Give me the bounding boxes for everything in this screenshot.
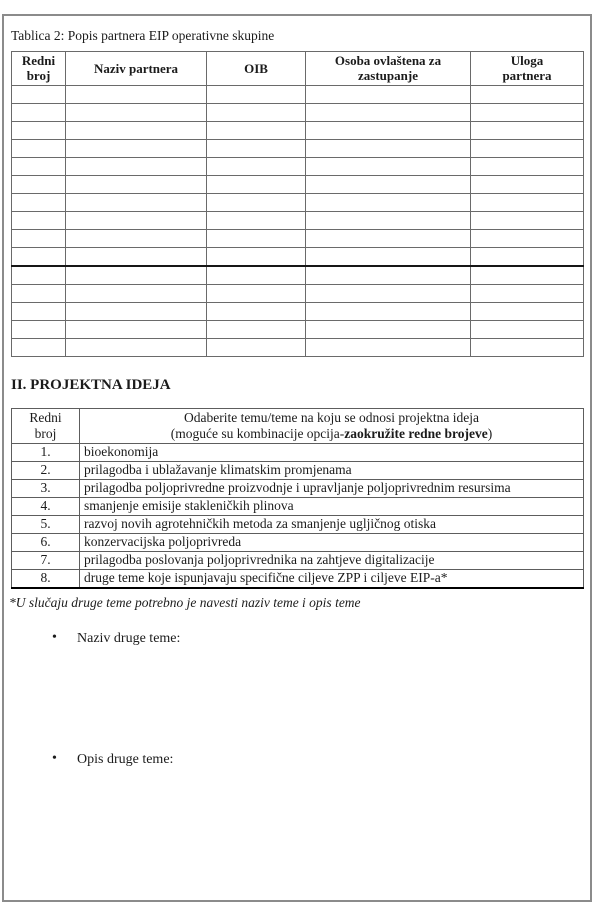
empty-cell <box>66 157 207 175</box>
topic-label: bioekonomija <box>80 443 584 461</box>
section-heading-projektna-ideja: II. PROJEKTNA IDEJA <box>11 376 171 393</box>
empty-cell <box>306 284 471 302</box>
empty-cell <box>12 284 66 302</box>
empty-cell <box>207 157 306 175</box>
empty-cell <box>471 229 584 247</box>
partner-empty-row <box>12 103 584 121</box>
topic-number: 1. <box>12 443 80 461</box>
topic-number: 4. <box>12 497 80 515</box>
empty-cell <box>306 85 471 103</box>
topic-row <box>12 443 584 461</box>
empty-cell <box>207 247 306 266</box>
other-topic-footnote: *U slučaju druge teme potrebno je navesti naziv teme i opis teme <box>9 594 361 610</box>
empty-cell <box>471 103 584 121</box>
empty-cell <box>66 121 207 139</box>
column-header-naziv-partnera: Naziv partnera <box>66 52 207 86</box>
empty-cell <box>471 320 584 338</box>
partner-empty-row <box>12 320 584 338</box>
topics-column-header-instruction <box>80 408 584 443</box>
topic-number: 3. <box>12 479 80 497</box>
topics-instruction-line2-prefix: (moguće su kombinacije opcija- <box>170 425 345 441</box>
empty-cell <box>471 85 584 103</box>
empty-cell <box>306 193 471 211</box>
partner-empty-row <box>12 139 584 157</box>
topic-row <box>12 515 584 533</box>
topic-label: razvoj novih agrotehničkih metoda za smanjenje ugljičnog otiska <box>80 515 584 533</box>
empty-cell <box>12 85 66 103</box>
topic-number: 5. <box>12 515 80 533</box>
empty-cell <box>207 121 306 139</box>
empty-cell <box>471 338 584 356</box>
empty-cell <box>207 302 306 320</box>
empty-cell <box>471 121 584 139</box>
partner-empty-row <box>12 229 584 247</box>
topic-number: 2. <box>12 461 80 479</box>
bullet-icon: • <box>52 750 57 766</box>
empty-cell <box>207 85 306 103</box>
empty-cell <box>306 121 471 139</box>
empty-cell <box>207 338 306 356</box>
topic-row <box>12 497 584 515</box>
column-header-oib: OIB <box>207 52 306 86</box>
topics-column-header-redni-broj: Redni broj <box>12 408 80 443</box>
empty-cell <box>66 266 207 285</box>
partners-header-row <box>12 52 584 86</box>
partners-table-caption: Tablica 2: Popis partnera EIP operativne skupine <box>11 28 275 43</box>
partner-empty-row <box>12 85 584 103</box>
empty-cell <box>306 266 471 285</box>
empty-cell <box>471 193 584 211</box>
naziv-druge-teme-label: Naziv druge teme: <box>77 630 181 646</box>
empty-cell <box>471 247 584 266</box>
empty-cell <box>207 320 306 338</box>
empty-cell <box>306 338 471 356</box>
column-header-redni-broj: Redni broj <box>12 52 66 86</box>
empty-cell <box>12 320 66 338</box>
page-frame <box>2 14 592 902</box>
list-item-naziv-druge-teme <box>52 631 590 646</box>
topic-number: 6. <box>12 533 80 551</box>
topics-table <box>11 408 584 589</box>
empty-cell <box>207 139 306 157</box>
partner-empty-row <box>12 247 584 266</box>
empty-cell <box>12 229 66 247</box>
partner-empty-row <box>12 266 584 285</box>
empty-cell <box>12 193 66 211</box>
topic-label: konzervacijska poljoprivreda <box>80 533 584 551</box>
empty-cell <box>207 175 306 193</box>
partner-empty-row <box>12 193 584 211</box>
topic-number: 7. <box>12 551 80 569</box>
empty-cell <box>12 211 66 229</box>
partner-empty-row <box>12 175 584 193</box>
topic-label: prilagodba poljoprivredne proizvodnje i upravljanje poljoprivrednim resursima <box>80 479 584 497</box>
partner-empty-row <box>12 284 584 302</box>
empty-cell <box>471 211 584 229</box>
empty-cell <box>66 247 207 266</box>
empty-cell <box>306 302 471 320</box>
empty-cell <box>306 247 471 266</box>
empty-cell <box>66 211 207 229</box>
empty-cell <box>12 175 66 193</box>
empty-cell <box>306 320 471 338</box>
topics-instruction-line2-bold: zaokružite redne brojeve <box>344 425 488 441</box>
topics-header-row <box>12 408 584 443</box>
topic-label: smanjenje emisije stakleničkih plinova <box>80 497 584 515</box>
empty-cell <box>66 139 207 157</box>
empty-cell <box>66 284 207 302</box>
empty-cell <box>12 139 66 157</box>
empty-cell <box>66 302 207 320</box>
empty-cell <box>66 229 207 247</box>
empty-cell <box>306 229 471 247</box>
topic-row <box>12 551 584 569</box>
empty-cell <box>66 103 207 121</box>
empty-cell <box>471 266 584 285</box>
topic-row <box>12 461 584 479</box>
empty-cell <box>471 175 584 193</box>
empty-cell <box>207 266 306 285</box>
partners-table <box>11 51 584 357</box>
empty-cell <box>12 247 66 266</box>
empty-cell <box>471 302 584 320</box>
partner-empty-row <box>12 302 584 320</box>
partner-empty-row <box>12 157 584 175</box>
empty-cell <box>471 284 584 302</box>
list-item-opis-druge-teme <box>52 752 590 767</box>
empty-cell <box>12 121 66 139</box>
empty-cell <box>306 175 471 193</box>
empty-cell <box>471 157 584 175</box>
empty-cell <box>306 157 471 175</box>
opis-druge-teme-label: Opis druge teme: <box>77 751 174 767</box>
partner-empty-row <box>12 338 584 356</box>
empty-cell <box>12 338 66 356</box>
partner-empty-row <box>12 211 584 229</box>
topics-instruction-line1: Odaberite temu/teme na koju se odnosi projektna ideja <box>183 409 480 425</box>
partner-empty-row <box>12 121 584 139</box>
empty-cell <box>66 85 207 103</box>
topic-row <box>12 479 584 497</box>
empty-cell <box>66 193 207 211</box>
empty-cell <box>12 103 66 121</box>
empty-cell <box>471 139 584 157</box>
empty-cell <box>66 175 207 193</box>
empty-cell <box>66 320 207 338</box>
empty-cell <box>207 103 306 121</box>
column-header-uloga-partnera: Uloga partnera <box>471 52 584 86</box>
empty-cell <box>207 229 306 247</box>
column-header-osoba-ovlastena: Osoba ovlaštena za zastupanje <box>306 52 471 86</box>
empty-cell <box>66 338 207 356</box>
empty-cell <box>12 302 66 320</box>
bullet-icon: • <box>52 629 57 645</box>
empty-cell <box>207 193 306 211</box>
empty-cell <box>12 157 66 175</box>
empty-cell <box>306 103 471 121</box>
empty-cell <box>306 139 471 157</box>
empty-cell <box>12 266 66 285</box>
topic-row <box>12 569 584 588</box>
topic-label: prilagodba poslovanja poljoprivrednika na zahtjeve digitalizacije <box>80 551 584 569</box>
other-topic-prompts <box>52 631 590 767</box>
topic-label: druge teme koje ispunjavaju specifične ciljeve ZPP i ciljeve EIP-a* <box>80 569 584 588</box>
topics-instruction-line2-suffix: ) <box>487 425 493 441</box>
topic-number: 8. <box>12 569 80 588</box>
topic-label: prilagodba i ublažavanje klimatskim promjenama <box>80 461 584 479</box>
empty-cell <box>207 284 306 302</box>
empty-cell <box>207 211 306 229</box>
topic-row <box>12 533 584 551</box>
empty-cell <box>306 211 471 229</box>
